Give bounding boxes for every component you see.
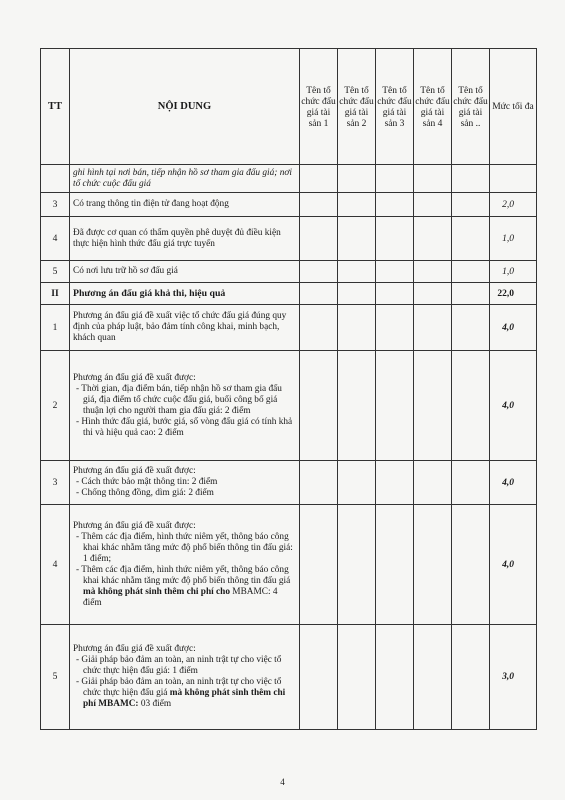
row-max: 1,0: [490, 261, 537, 283]
list-item: - Cách thức bảo mật thông tin: 2 điểm: [76, 477, 218, 487]
table-row: [41, 193, 537, 217]
row-tt: 5: [41, 625, 70, 730]
row-intro: Phương án đấu giá đề xuất được:: [73, 466, 196, 476]
row-intro: Phương án đấu giá đề xuất được:: [73, 644, 196, 654]
row-content: [70, 625, 300, 730]
scoring-table: [40, 48, 537, 730]
row-max: 4,0: [490, 351, 537, 461]
header-content: NỘI DUNG: [70, 49, 300, 165]
header-max: Mức tối đa: [490, 49, 537, 165]
row-max: 4,0: [490, 461, 537, 505]
section-max: 22,0: [490, 283, 537, 305]
row-max: 3,0: [490, 625, 537, 730]
header-org-1: Tên tổ chức đấu giá tài sản 1: [300, 49, 338, 165]
header-org-4: Tên tổ chức đấu giá tài sản 4: [414, 49, 452, 165]
header-org-2: Tên tổ chức đấu giá tài sản 2: [338, 49, 376, 165]
table-row: [41, 261, 537, 283]
row-max: [490, 165, 537, 193]
row-tt: 4: [41, 505, 70, 625]
table-row: [41, 351, 537, 461]
row-max: 4,0: [490, 305, 537, 351]
row-intro: Phương án đấu giá đề xuất được:: [73, 520, 196, 531]
row-tt: 3: [41, 193, 70, 217]
row-tt: [41, 165, 70, 193]
row-max: 1,0: [490, 217, 537, 261]
row-content: Phương án đấu giá đề xuất việc tổ chức đấu giá đúng quy định của pháp luật, bảo đảm tính công khai, minh bạch, khách quan: [70, 305, 300, 351]
list-item: - Thời gian, địa điểm bán, tiếp nhận hồ sơ tham gia đấu giá, địa điểm tổ chức cuộc đấu giá, buổi công bố giá thuận lợi cho người tham gia đấu giá: 2 điểm: [76, 383, 282, 416]
section-tt: II: [41, 283, 70, 305]
row-max: 2,0: [490, 193, 537, 217]
row-content: Có nơi lưu trữ hồ sơ đấu giá: [70, 261, 300, 283]
header-tt: TT: [41, 49, 70, 165]
table-row: [41, 461, 537, 505]
section-row: [41, 283, 537, 305]
table-row: [41, 305, 537, 351]
list-item: - Hình thức đấu giá, bước giá, số vòng đấu giá có tính khả thi và hiệu quả cao: 2 điểm: [76, 416, 293, 438]
row-content: [70, 505, 300, 625]
row-content: [70, 351, 300, 461]
row-max: 4,0: [490, 505, 537, 625]
header-org-3: Tên tổ chức đấu giá tài sản 3: [376, 49, 414, 165]
row-tt: 1: [41, 305, 70, 351]
page-number: 4: [280, 777, 285, 787]
list-item: - Giải pháp bảo đảm an toàn, an ninh trật tự cho việc tổ chức thực hiện đấu giá: 1 điểm: [76, 655, 282, 676]
row-tt: 3: [41, 461, 70, 505]
row-tt: 4: [41, 217, 70, 261]
table-row: [41, 625, 537, 730]
row-content: ghi hình tại nơi bán, tiếp nhận hồ sơ tham gia đấu giá; nơi tổ chức cuộc đấu giá: [70, 165, 300, 193]
section-title: Phương án đấu giá khả thi, hiệu quả: [70, 283, 300, 305]
row-content: [70, 461, 300, 505]
row-intro: Phương án đấu giá đề xuất được:: [73, 372, 196, 383]
table-row: [41, 217, 537, 261]
list-item: - Chống thông đồng, dìm giá: 2 điểm: [76, 488, 214, 498]
row-tt: 5: [41, 261, 70, 283]
table-row: [41, 165, 537, 193]
header-org-5: Tên tổ chức đấu giá tài sản ..: [452, 49, 490, 165]
row-content: Có trang thông tin điện tử đang hoạt động: [70, 193, 300, 217]
table-row: [41, 505, 537, 625]
row-content: Đã được cơ quan có thẩm quyền phê duyệt đủ điều kiện thực hiện hình thức đấu giá trực tuyến: [70, 217, 300, 261]
header-row: [41, 49, 537, 165]
list-item: - Thêm các địa điểm, hình thức niêm yết, thông báo công khai khác nhằm tăng mức độ phổ biến thông tin đấu giá mà không phát sinh thêm chi phí cho MBAMC: 4 điểm: [76, 564, 291, 608]
list-item: - Giải pháp bảo đảm an toàn, an ninh trật tự cho việc tổ chức thực hiện đấu giá mà không phát sinh thêm chi phí MBAMC: 03 điểm: [76, 677, 286, 709]
list-item: - Thêm các địa điểm, hình thức niêm yết, thông báo công khai khác nhằm tăng mức độ phổ biến thông tin đấu giá: 1 điểm;: [76, 531, 293, 564]
row-tt: 2: [41, 351, 70, 461]
